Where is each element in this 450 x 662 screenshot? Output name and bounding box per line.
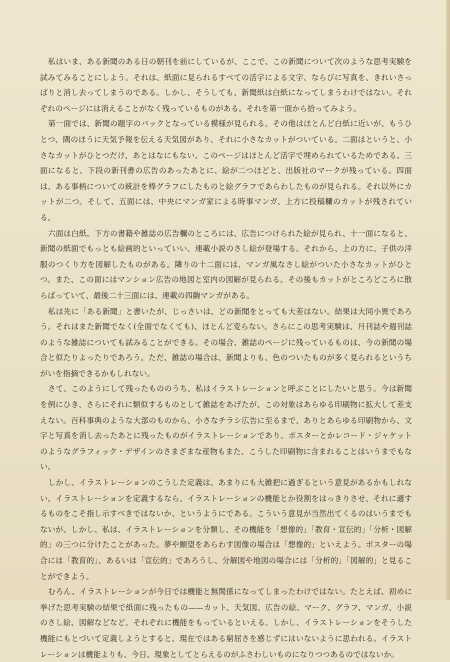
paragraph: 私はいま、ある新聞のある日の朝刊を前にしているが、ここで、この新聞について次のような思考実験を試みてみることにしよう。それは、紙面に見られるすべての活字による文字、ならびに写真を、きれいさっぱりと消し去ってしまうのである。しかし、そうしても、新聞紙は白紙になってしまうわけではない。それぞれのページには消えることがなく残っているものがある。それを第一面から拾ってみよう。 [40,57,412,113]
paragraph: しかし、イラストレーションのこうした定義は、あまりにも大雑把に過ぎるという意見があるかもしれない。イラストレーションを定義するなら、イラストレーションの機能とか役割をはっきりさせ、それに適するものをこそ指し示すべきではないか、というようにである。こういう意見が当然出てくるのはいうまでもないが、しかし、私は、イラストレーションを分類し、その機能を「想像的」「教育・宣伝的」「分析・図解的」の三つに分けたことがあった。夢や願望をあらわす図像の場合は「想像的」といえよう。ポスターの場合には「教育的」、あるいは「宣伝的」であろうし、分解図や地図の場合には「分析的」「図解的」と見ることができよう。 [40,478,412,581]
paragraph: 私は先に「ある新聞」と書いたが、じっさいは、どの新聞をとっても大差はない。結果は大同小異であろう。それはまた新聞でなく(全面でなくても)、ほとんど変らない。さらにこの思考実験は、月刊誌や週刊誌のような雑誌についても試みることができる。その場合、雑誌のページに残っているものは、今の新聞の場合と似たりよったりであろう。ただ、雑誌の場合は、新聞よりも、色のついたものが多く見られるというちがいを指摘できるかもしれない。 [40,306,412,378]
paragraph: 六面は白紙。下方の書籍や雑誌の広告欄のところには、広告につけられた絵が見られ、十一面になると、新聞の紙面でもっとも絵画的といっていい、連載小説のさし絵が登場する。それから、上の方に、子供の洋服のつくり方を図解したものがある。隣りの十二面には、マンガ風なさし絵がついた小さなカットがひとつ。また、この面にはマンション広告の地図と室内の図解が見られる。その後もカットがところどころに散らばっていて、最後二十三面には、連載の四齣マンガがある。 [40,228,412,300]
body-text [40,54,412,662]
paragraph: さて、このようにして残ったもののうち、私はイラストレーションと呼ぶことにしたいと思う。今は新聞を例にひき、さらにそれに類似するものとして雑誌をあげたが、この対象はあらゆる印刷物に拡大して差支えない。百科事典のような大部のものから、小さなチラシ広告に至るまで、ありとあらゆる印刷物から、文字と写真を消し去ったあとに残ったものがイラストレーションであり、ポスターとかレコード・ジャケットのようなグラフィック・デザインのさまざまな産物もまた、こうした印刷物に含まれることはいうまでもない。 [40,384,412,472]
paragraph: むろん、イラストレーションが今日では機能と無関係になってしまったわけではない。たとえば、初めに挙げた思考実験の結果で紙面に残ったもの——カット、天気図、広告の絵、マーク、グラフ、マンガ、小説のさし絵、図解などなど、それぞれに機能をもっているといえる。しかし、イラストレーションをそうした機能にもとづいて定義しようとすると、現在ではある窮屈さを感じずにはいないように思われる。イラストレーションは機能よりも、今日、現象としてとらえるのがふさわしいものになりつつあるのではないか。 [40,587,412,659]
page-edge [446,0,450,600]
paragraph: 第一面では、新聞の題字のバックとなっている模様が見られる。その他はほとんど白紙に近いが、もうひとつ、隅のほうに天気予報を伝える天気図があり、それに小さなカットがついている。二面はというと、小さなカットがひとつだけ、あとはなにもない。このページはほとんど活字で埋められているためである。三面になると、下段の新刊書の広告のあったあとに、絵が二つほどと、出版社のマークが残っている。四面は、ある事柄についての統計を棒グラフにしたものと絵グラフであらわしたものが見られる。それ以外にカットが二つ。そして、五面には、中央にマンガ家による時事マンガ、上方に投稿欄のカットが残されている。 [40,119,412,222]
